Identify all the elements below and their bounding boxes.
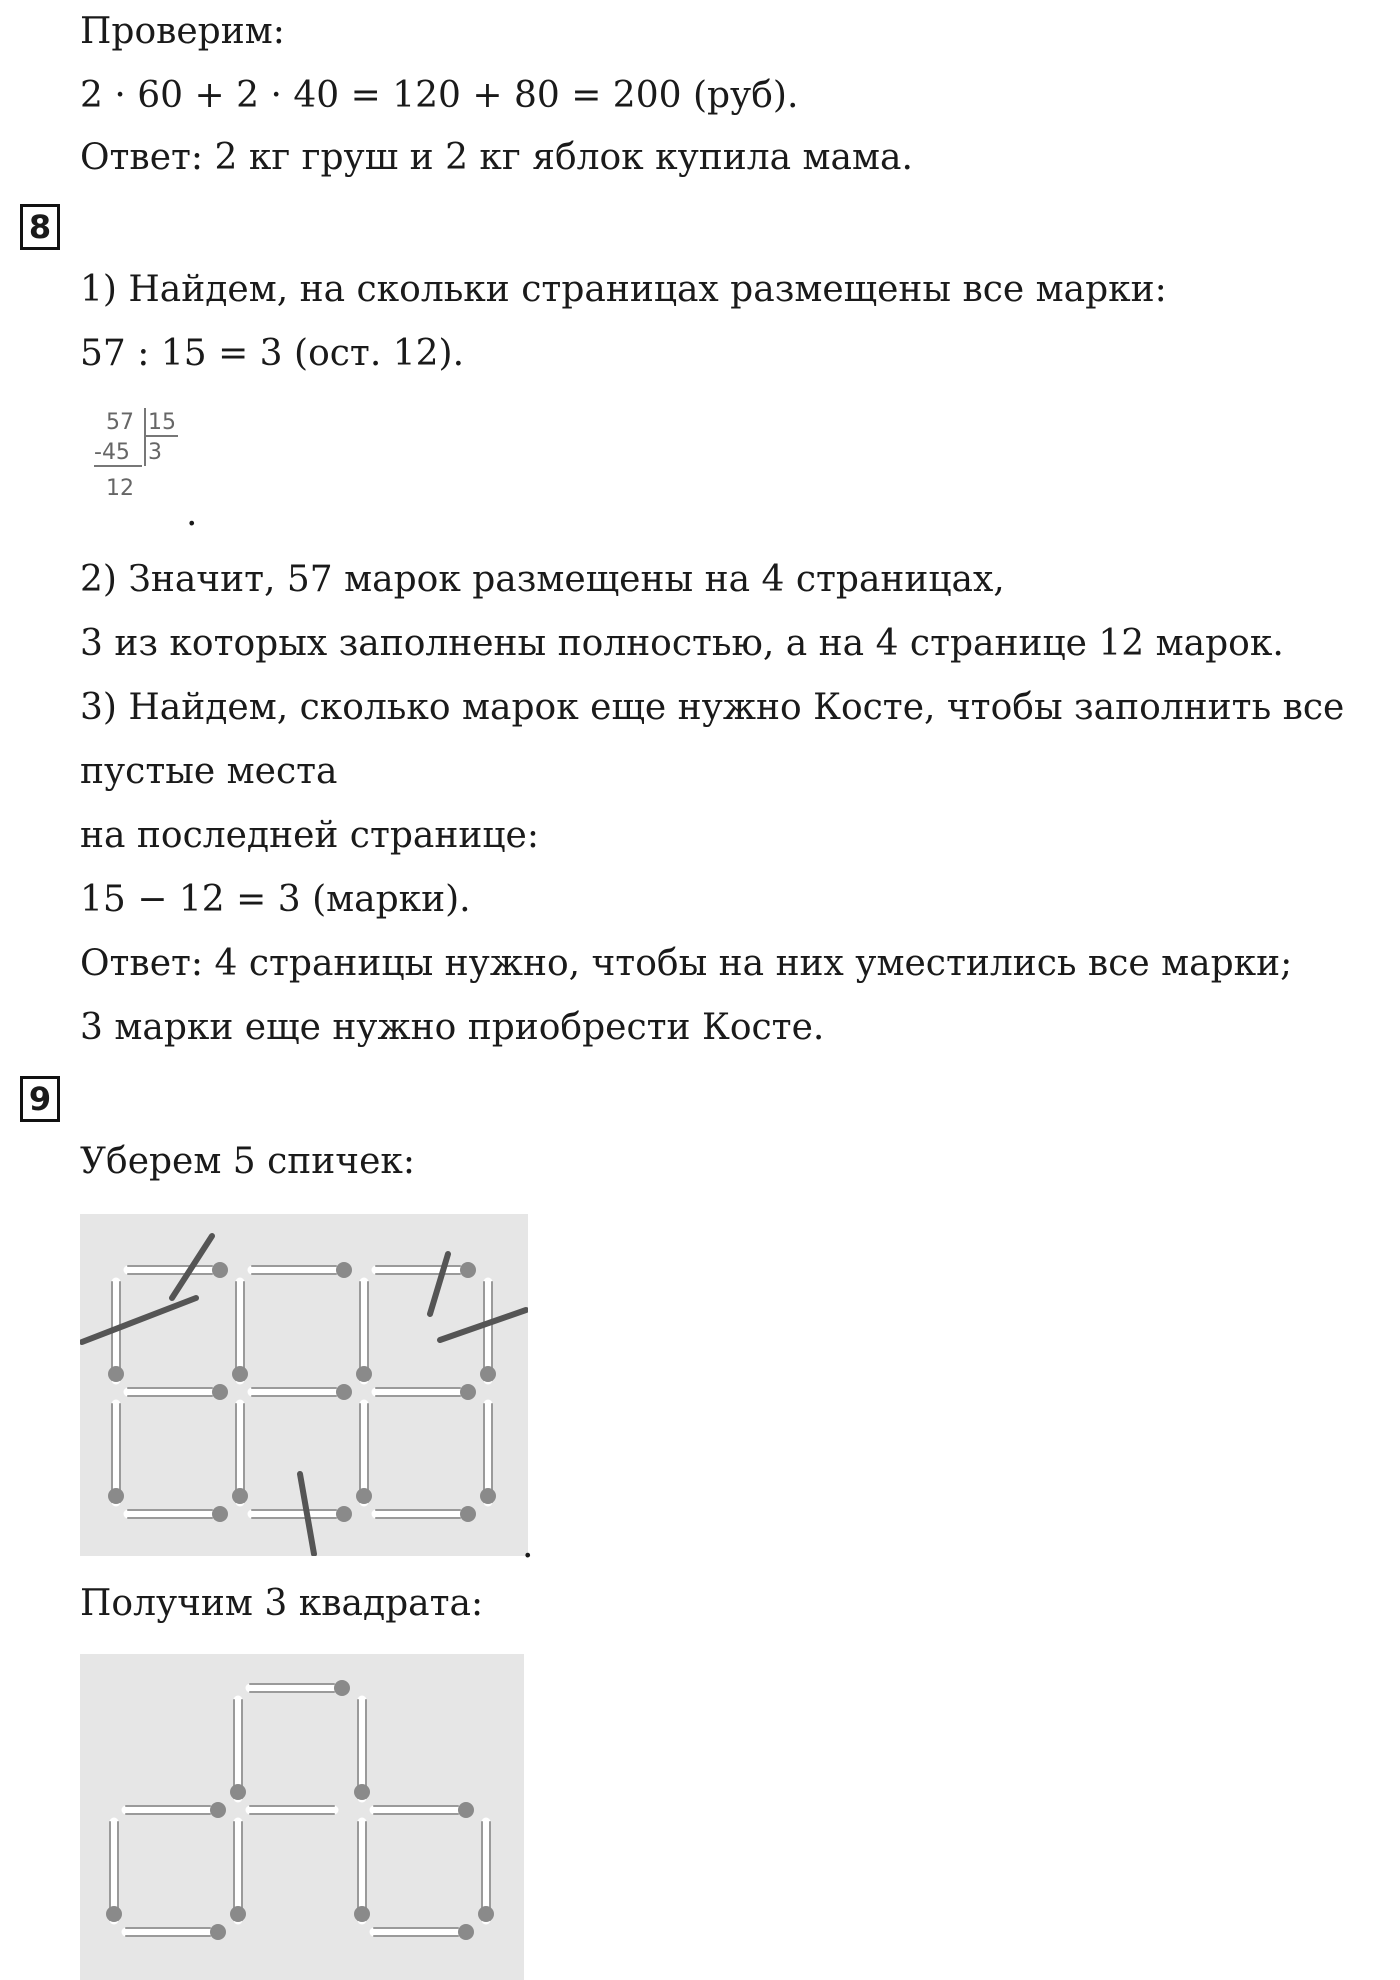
task8-step3-line3: на последней странице: <box>80 815 539 856</box>
task8-step3-line1: 3) Найдем, сколько марок еще нужно Косте, чтобы заполнить все <box>80 687 1345 728</box>
check-label: Проверим: <box>80 11 285 52</box>
previous-answer: Ответ: 2 кг груш и 2 кг яблок купила мама. <box>80 137 913 178</box>
matchstick-grid-with-removed <box>80 1214 528 1556</box>
division-quotient: 3 <box>148 440 162 465</box>
task8-answer-line1: Ответ: 4 страницы нужно, чтобы на них уместились все марки; <box>80 943 1293 984</box>
task8-step1-expression: 57 : 15 = 3 (ост. 12). <box>80 333 465 374</box>
division-period: . <box>186 493 198 534</box>
matchstick-three-squares <box>80 1654 524 1980</box>
task8-step1: 1) Найдем, на скольки страницах размещены все марки: <box>80 269 1167 310</box>
task-number-8: 8 <box>20 204 60 250</box>
division-divisor-underline <box>146 435 178 437</box>
task8-step2-line2: 3 из которых заполнены полностью, а на 4 странице 12 марок. <box>80 623 1284 664</box>
figure1-period: . <box>522 1525 534 1566</box>
division-vertical-bar <box>144 408 146 466</box>
division-subtrahend: -45 <box>94 440 130 465</box>
task8-step3-line2: пустые места <box>80 751 338 792</box>
division-remainder: 12 <box>106 476 134 501</box>
matchstick-figure-result <box>80 1654 524 1980</box>
task-number-9: 9 <box>20 1076 60 1122</box>
matchstick-figure-remove <box>80 1214 528 1556</box>
check-expression: 2 · 60 + 2 · 40 = 120 + 80 = 200 (руб). <box>80 75 799 116</box>
task9-result-text: Получим 3 квадрата: <box>80 1583 484 1624</box>
division-dividend: 57 <box>106 410 134 435</box>
task9-remove-text: Уберем 5 спичек: <box>80 1141 416 1182</box>
task8-step2-line1: 2) Значит, 57 марок размещены на 4 страницах, <box>80 559 1005 600</box>
division-subtrahend-underline <box>94 465 142 467</box>
task8-answer-line2: 3 марки еще нужно приобрести Косте. <box>80 1007 825 1048</box>
division-divisor: 15 <box>148 410 176 435</box>
task8-step3-expression: 15 − 12 = 3 (марки). <box>80 879 471 920</box>
